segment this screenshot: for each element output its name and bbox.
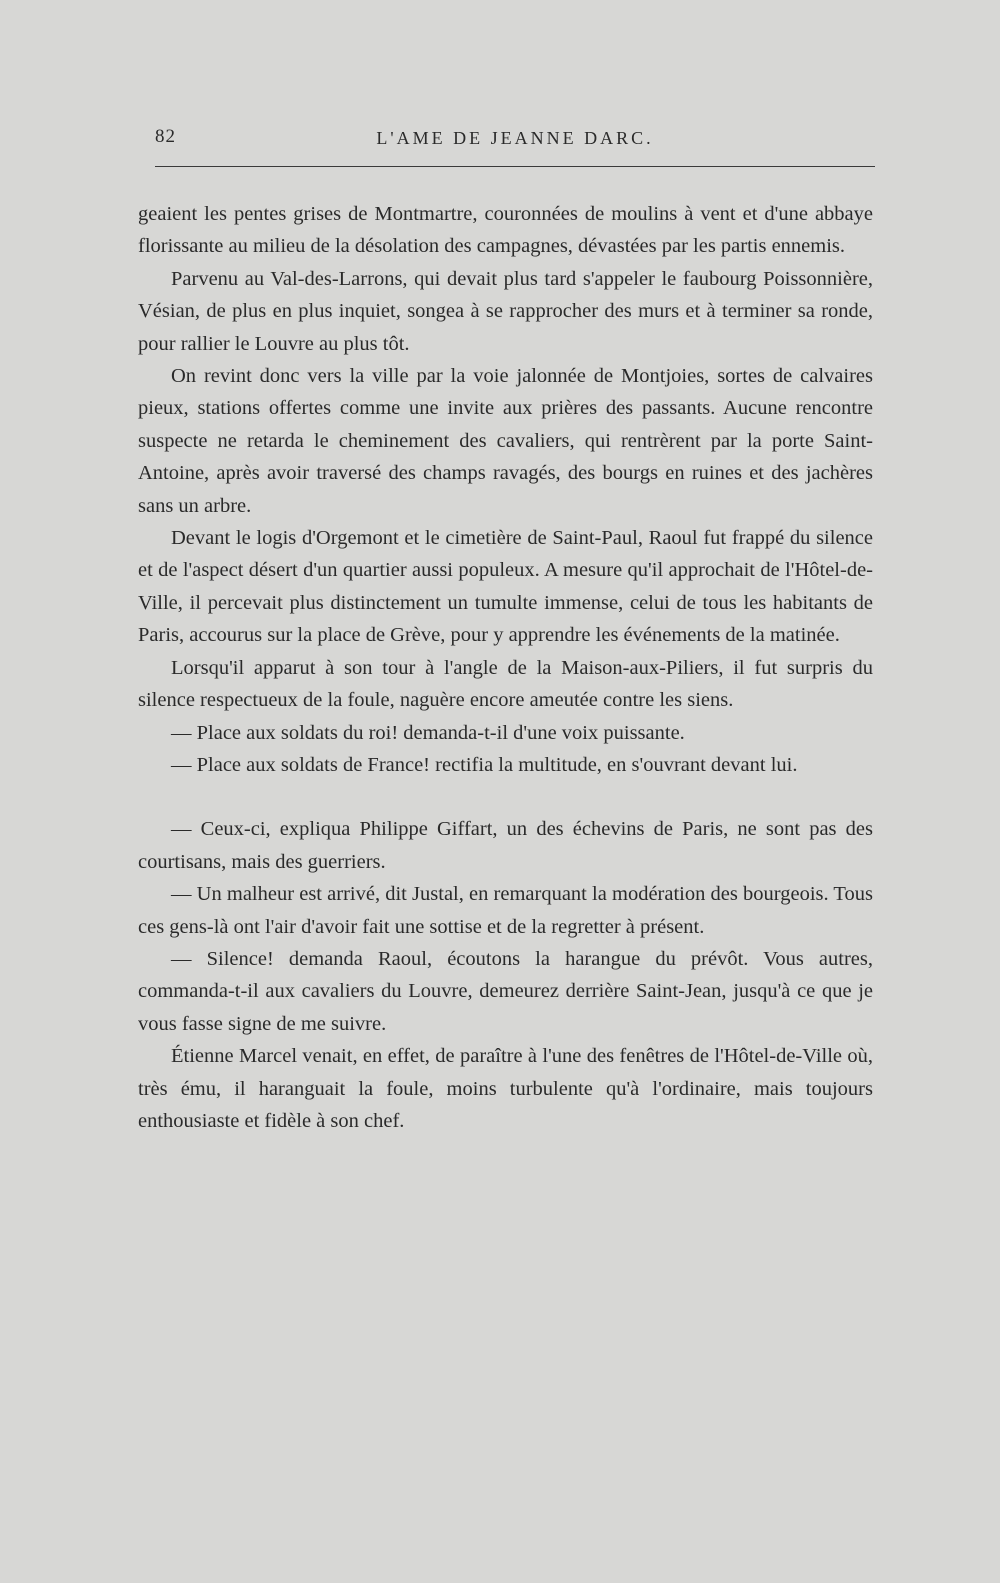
paragraph: On revint donc vers la ville par la voie jalonnée de Montjoies, sortes de calvaires pieux, stations offertes comme une invite aux prières des passants. Aucune rencontre suspecte ne retarda le cheminement des cavaliers, qui rentrèrent par la porte Saint-Antoine, après avoir traversé des champs ravagés, des bourgs en ruines et des jachères sans un arbre. <box>138 365 873 517</box>
dialogue-line: — Place aux soldats du roi! demanda-t-il d'une voix puissante. <box>171 721 685 744</box>
page-number: 82 <box>155 126 176 147</box>
body-text <box>138 198 873 1137</box>
dialogue-line: — Place aux soldats de France! rectifia la multitude, en s'ouvrant devant lui. <box>171 753 798 776</box>
paragraph: Étienne Marcel venait, en effet, de paraître à l'une des fenêtres de l'Hôtel-de-Ville où, très ému, il haranguait la foule, moins turbulente qu'à l'ordinaire, mais toujours enthousiaste et fidèle à son chef. <box>138 1045 873 1132</box>
dialogue-line: — Un malheur est arrivé, dit Justal, en remarquant la modération des bourgeois. Tous ces gens-là ont l'air d'avoir fait une sottise et de la regretter à présent. <box>138 883 873 938</box>
dialogue-line: — Silence! demanda Raoul, écoutons la harangue du prévôt. Vous autres, commanda-t-il aux cavaliers du Louvre, demeurez derrière Saint-Jean, jusqu'à ce que je vous fasse signe de me suivre. <box>138 947 873 1035</box>
paragraph: Parvenu au Val-des-Larrons, qui devait plus tard s'appeler le faubourg Poissonnière, Vésian, de plus en plus inquiet, songea à se rapprocher des murs et à terminer sa ronde, pour rallier le Louvre au plus tôt. <box>138 267 873 355</box>
running-title: L'AME DE JEANNE DARC. <box>376 128 654 148</box>
paragraph: Devant le logis d'Orgemont et le cimetière de Saint-Paul, Raoul fut frappé du silence et de l'aspect désert d'un quartier aussi populeux. A mesure qu'il approchait de l'Hôtel-de-Ville, il percevait plus distinctement un tumulte immense, celui de tous les habitants de Paris, accourus sur la place de Grève, pour y apprendre les événements de la matinée. <box>138 527 873 647</box>
paragraph: Lorsqu'il apparut à son tour à l'angle de la Maison-aux-Piliers, il fut surpris du silence respectueux de la foule, naguère encore ameutée contre les siens. <box>138 656 873 712</box>
page-header <box>155 126 875 156</box>
dialogue-line: — Ceux-ci, expliqua Philippe Giffart, un des échevins de Paris, ne sont pas des courtisans, mais des guerriers. <box>138 818 873 873</box>
paragraph: geaient les pentes grises de Montmartre, couronnées de moulins à vent et d'une abbaye florissante au milieu de la désolation des campagnes, dévastées par les partis ennemis. <box>138 203 873 258</box>
header-rule <box>155 166 875 167</box>
